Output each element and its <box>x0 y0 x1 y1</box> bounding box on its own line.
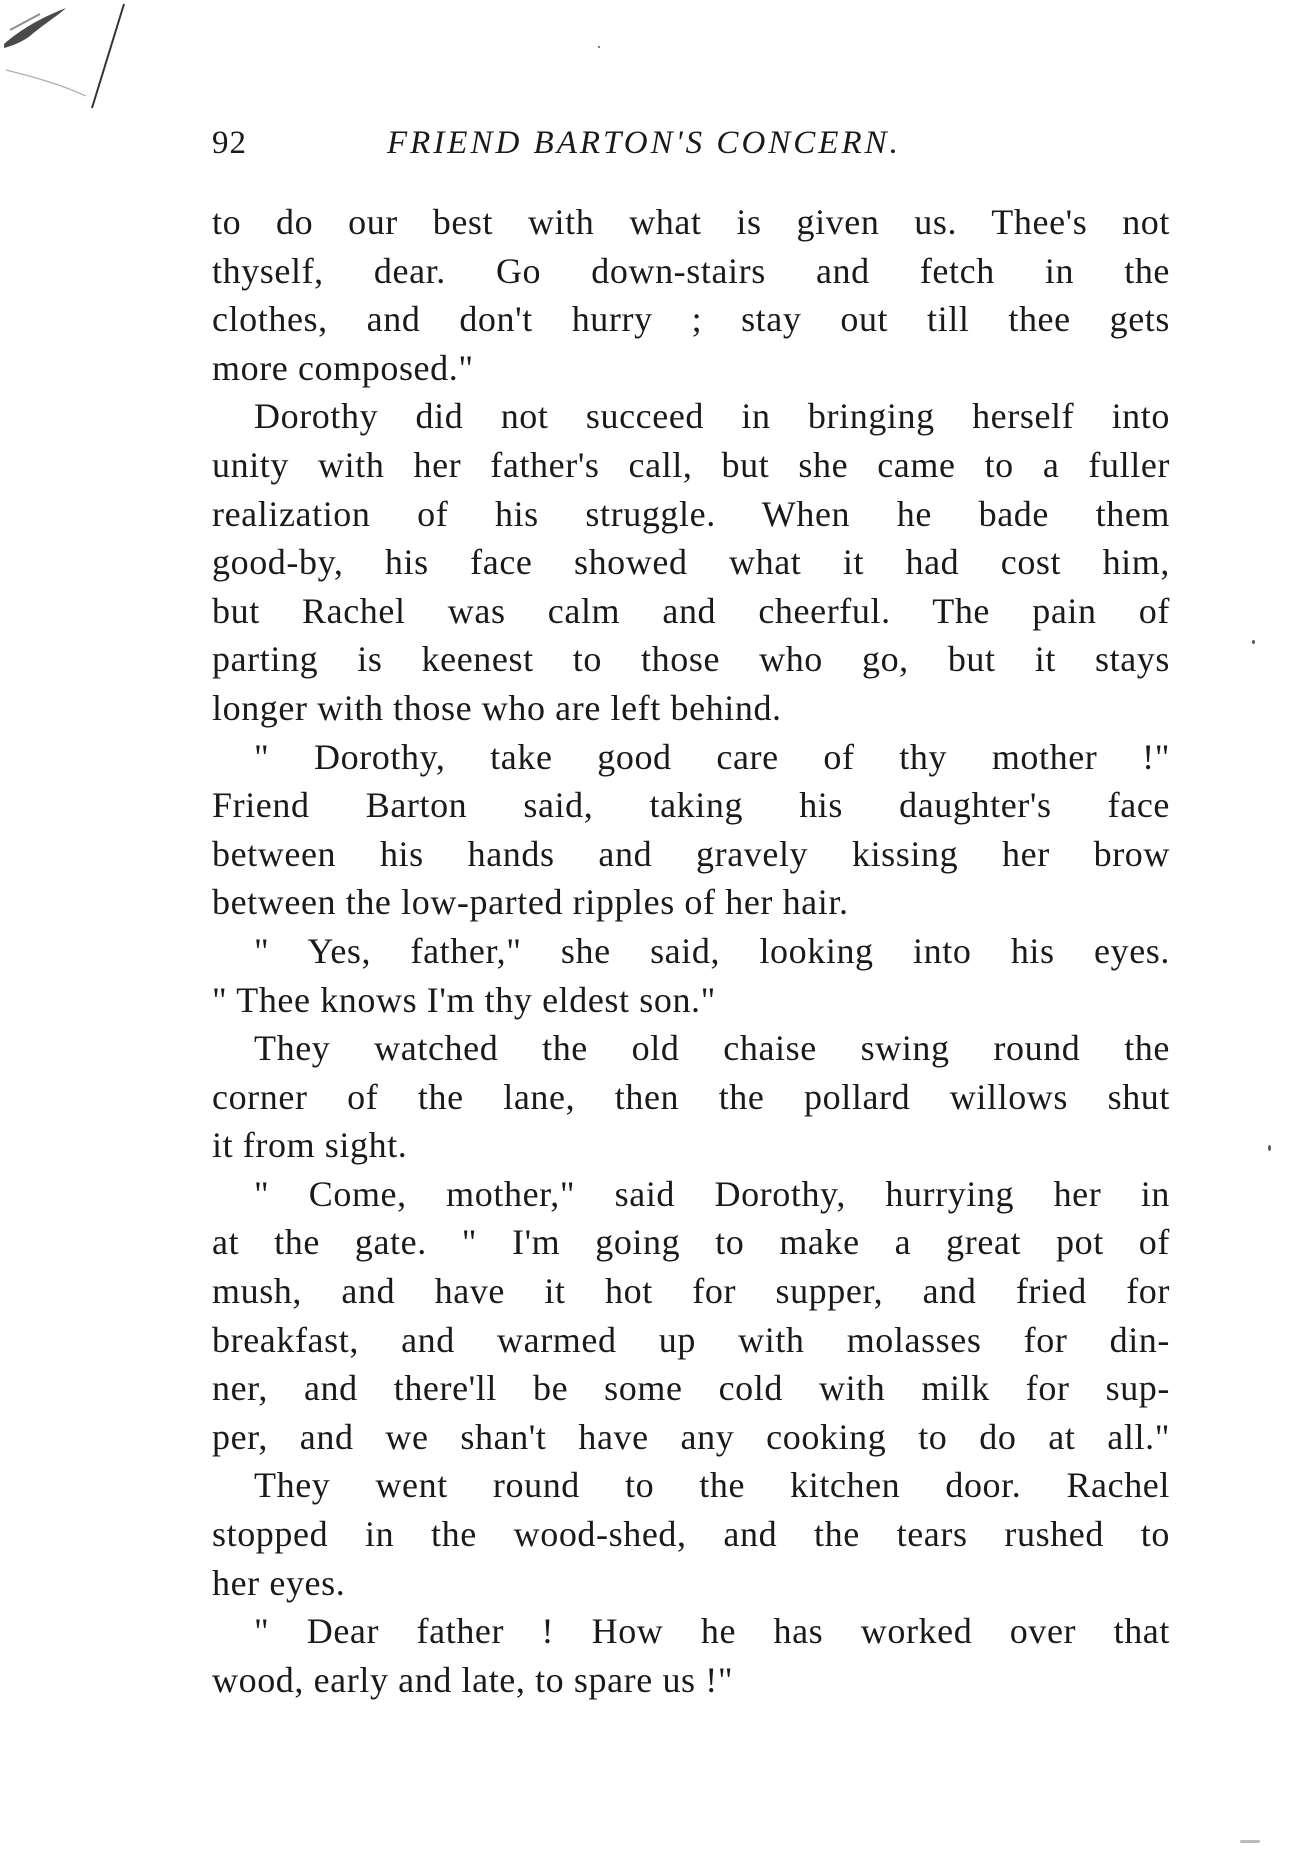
paper-speck <box>1240 1840 1260 1843</box>
text-line: good-by, his face showed what it had cost him, <box>212 542 1170 583</box>
text-line: it from sight. <box>212 1125 408 1166</box>
text-line: mush, and have it hot for supper, and fried for <box>212 1271 1170 1312</box>
text-line: longer with those who are left behind. <box>212 687 782 728</box>
text-line: ner, and there'll be some cold with milk for sup- <box>212 1368 1170 1409</box>
text-line: " Dorothy, take good care of thy mother !" <box>254 736 1170 777</box>
text-line: stopped in the wood-shed, and the tears rushed to <box>212 1514 1170 1555</box>
text-line: realization of his struggle. When he bade them <box>212 493 1170 534</box>
text-line: at the gate. " I'm going to make a great pot of <box>212 1222 1170 1263</box>
paper-speck <box>598 46 600 48</box>
ink-smudge-mark <box>0 0 140 120</box>
text-line: clothes, and don't hurry ; stay out till thee gets <box>212 299 1170 340</box>
text-line: but Rachel was calm and cheerful. The pain of <box>212 590 1170 631</box>
text-line: " Dear father ! How he has worked over that <box>254 1611 1170 1652</box>
text-line: " Thee knows I'm thy eldest son." <box>212 979 716 1020</box>
text-line: between the low-parted ripples of her hair. <box>212 882 849 923</box>
paper-speck <box>1268 1145 1271 1151</box>
text-line: between his hands and gravely kissing her brow <box>212 833 1170 874</box>
text-line: her eyes. <box>212 1562 346 1603</box>
text-line: parting is keenest to those who go, but it stays <box>212 639 1170 680</box>
text-line: to do our best with what is given us. Thee's not <box>212 202 1170 242</box>
page-header <box>212 118 1172 168</box>
paper-speck <box>1252 640 1255 644</box>
text-line: They went round to the kitchen door. Rachel <box>254 1465 1170 1506</box>
text-line: unity with her father's call, but she came to a fuller <box>212 444 1170 485</box>
text-line: Friend Barton said, taking his daughter's face <box>212 785 1170 826</box>
body-text <box>212 198 1170 1704</box>
text-line: wood, early and late, to spare us !" <box>212 1659 734 1700</box>
text-line: more composed." <box>212 347 474 388</box>
text-line: thyself, dear. Go down-stairs and fetch in the <box>212 250 1170 291</box>
text-line: breakfast, and warmed up with molasses for din- <box>212 1319 1170 1360</box>
page-number: 92 <box>212 125 247 161</box>
text-line: corner of the lane, then the pollard willows shut <box>212 1076 1170 1117</box>
text-line: " Yes, father," she said, looking into his eyes. <box>254 930 1170 971</box>
text-line: They watched the old chaise swing round the <box>254 1028 1170 1069</box>
text-line: " Come, mother," said Dorothy, hurrying her in <box>254 1173 1170 1214</box>
text-line: Dorothy did not succeed in bringing herself into <box>254 396 1170 437</box>
running-title: FRIEND BARTON'S CONCERN. <box>387 125 901 161</box>
text-line: per, and we shan't have any cooking to do at all." <box>212 1416 1170 1457</box>
